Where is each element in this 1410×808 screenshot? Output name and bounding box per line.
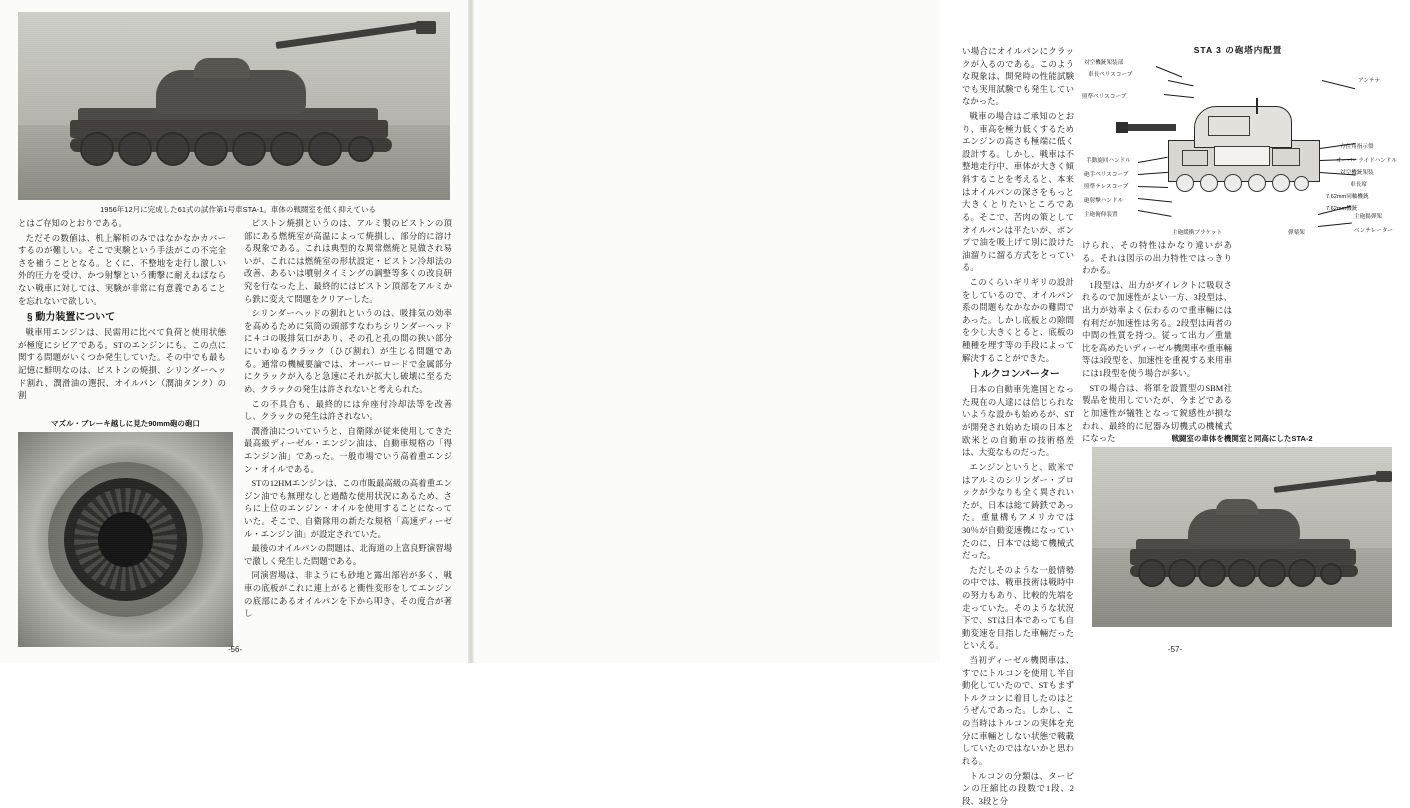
diagram-label-ventilator: ベンチレーター bbox=[1354, 228, 1394, 234]
diagram-label-gunner-periscope: 砲手ペリスコープ bbox=[1084, 172, 1129, 178]
paragraph: 潤滑油についていうと、自衛隊が従来使用してきた最高級ディーゼル・エンジン油は、自動車規格の「得エンジン油」であった。一般市場でいう高着重エンジン・オイルである。 bbox=[244, 426, 452, 474]
diagram-label-mg: 7.62mm機銃 bbox=[1326, 206, 1358, 212]
page-gutter bbox=[468, 0, 474, 663]
diagram-label-aiming-periscope: 照準ペリスコープ bbox=[1082, 94, 1127, 100]
diagram-label-aiming-telescope: 照準テレスコープ bbox=[1084, 184, 1129, 190]
paragraph: 日本の自動車先進国となった現在の人達には信じられないような設かも始めるが、STが開発され始めた頃の日本と欧米との自動車の技術格差は、大変なものだった。 bbox=[962, 385, 1074, 458]
photo-tank-sta2 bbox=[1092, 447, 1392, 627]
paragraph: STの12HMエンジンは、この市販最高級の高着重エンジン油でも無理なしと過酷な使用状況にあるため、さらに上位のエンジン・オイルを使用することになっていた。そこで、自衛隊用の新たな規格「高速ディーゼル・エンジン油」が設定されていた。 bbox=[244, 479, 452, 539]
diagram-label-gun-firing-handle: 砲射撃ハンドル bbox=[1084, 198, 1124, 204]
paragraph: けられ、その特性はかなり違いがある。それは図示の出力特性ではっきりわかる。 bbox=[1082, 241, 1232, 276]
diagram-tank-outline bbox=[1168, 96, 1318, 192]
diagram-label-aa-mg: 対空機銃架装 bbox=[1340, 170, 1374, 176]
paragraph: 戦車用エンジンは、民需用に比べて負荷と使用状態が極度にシビアである。STのエンジンにも、この点に関する問題がいくつか発生していた。その中でも最も記憶に鮮明なのは、ピストンの焼損、シリンダーヘッド割れ、潤滑油の選択、オイルパン（潤油タンク）の割 bbox=[18, 328, 226, 401]
left-column-1 bbox=[18, 218, 226, 418]
paragraph: エンジンというと、欧米ではアルミのシリンダー・ブロックが少なりも全く異されいたが、日本は総て鋳鉄であった。重量構もアメリカでは30％が自動変速機になっていたのに、日本では総て機械式だった。 bbox=[962, 462, 1074, 561]
diagram-label-coaxial-mg: 7.62mm同軸機銃 bbox=[1326, 194, 1369, 200]
diagram-label-commander-periscope: 車長ペリスコープ bbox=[1088, 72, 1133, 78]
diagram-label-manual-traverse-handle: 手動旋回ハンドル bbox=[1086, 158, 1131, 164]
paragraph: この不具合も、最終的には弁座付冷却法等を改善し、クラックの発生は許されない。 bbox=[244, 399, 452, 422]
paragraph: 戦車の場合はご承知のとおり、車高を極力低くするためエンジンの高さも極端に低く設計する。しかし、戦車は不整地走行中、車体が大きく傾斜することを考えると、本来はオイルパンの深さをもっと大きくとりたいところである。そこで、苦肉の策としてオイルパンは平たいが、ポンプで油を吸上げて別に設けた油溜りに溜る方式をとっている。 bbox=[962, 112, 1074, 273]
diagram-turret-layout bbox=[1082, 44, 1397, 236]
diagram-label-ammo-rack: 弾薬架 bbox=[1288, 230, 1305, 236]
paragraph: ただしそのような一般情勢の中では、戦車技術は戦時中の努力もあり、比較的先端を走っていた。そのような状況下で、STは日本であっても自動変速を目指した車輛だったといえる。 bbox=[962, 565, 1074, 651]
section-heading-power-unit: § 動力装置について bbox=[27, 312, 116, 324]
section-heading-torque-converter: トルクコンバーター bbox=[971, 369, 1060, 381]
diagram-label-main-gun-hoist: 主砲揚弾架 bbox=[1354, 214, 1382, 220]
diagram-label-gun-elevation-gear: 主砲俯仰装置 bbox=[1084, 212, 1118, 218]
paragraph: 当初ディーゼル機関車は、すでにトルコンを使用し半自動化していたので、STもまずトルクコンに着目したのはとうぜんであった。しかし、この当時はトルコンの実体を充分に車輛としない状態で戦載していたのではないかと思われる。 bbox=[962, 656, 1074, 766]
paragraph: 1段型は、出力がダイレクトに吸収されるので加速性がよい一方、3段型は、出力が効率よく伝わるので重車輛には有利だが加速性は劣る。2段型は両者の中間の性質を持つ。従って出力／重量比を高めたいディーゼル機関車や重車輛等は3段型を、加速性を重視する来用車には1段型を使う場合が多い。 bbox=[1082, 280, 1232, 379]
paragraph: 最後のオイルパンの問題は、北海道の上富良野演習場で激しく発生した問題である。 bbox=[244, 544, 452, 566]
paragraph: 同演習場は、非ようにも砂地と露出部岩が多く、戦車の底板がこれに連上がると衝性変形をしてエンジンの底部にあるオイルパンを下から叩き、その度合が著し bbox=[244, 571, 452, 619]
paragraph: い場合にオイルパンにクラックが入るのである。このような現象は、開発時の性能試験でも実用試験でも発生していなかった。 bbox=[962, 47, 1074, 107]
diagram-label-aa-mg-mount: 対空機銃架装部 bbox=[1084, 60, 1124, 66]
page-number-left: -56- bbox=[227, 645, 243, 654]
left-column-2 bbox=[244, 218, 452, 646]
photo-tank-sta1 bbox=[18, 12, 450, 200]
paragraph: ピストン焼損というのは、アルミ製のピストンの頂部にある燃焼室が高温によって焼損し、部分的に溶ける現象である。これは典型的な異常燃焼と見做され易いが、これには燃焼室の形状設定・ピストン冷却法の改善、あるいは噴射タイミングの調整等多くの改良研究を行なった上、最終的にはピストン頂部をアルミから鉄に変えて問題をクリアーした。 bbox=[244, 219, 452, 304]
paragraph: とはご存知のとおりである。 bbox=[18, 219, 127, 228]
diagram-label-recoil-bracket: 主砲緩衝ブラケット bbox=[1172, 230, 1223, 236]
right-column-1 bbox=[962, 46, 1074, 806]
diagram-label-commander-seat: 車長席 bbox=[1350, 182, 1367, 188]
right-column-2 bbox=[1082, 240, 1232, 444]
left-page bbox=[0, 0, 470, 663]
diagram-label-azimuth-indicator: 方位角指示盤 bbox=[1340, 144, 1374, 150]
diagram-title: STA 3 の砲塔内配置 bbox=[1193, 45, 1283, 55]
caption-photo-tank-sta2: 戦闘室の車体を機関室と同高にしたSTA-2 bbox=[1171, 434, 1313, 443]
paragraph: ただその数値は、机上解析のみではなかなかカバーするのが難しい。そこで実験という手法がこの不完全さを補うこととなる。とくに、不整地を走行し激しい外的圧力を受け、かつ射撃という衝撃に耐えねばならない戦車に対しては、実験が非常に有意義であることを忘れないで欲しい。 bbox=[18, 233, 226, 306]
paragraph: STの場合は、将軍を設置型のSBM社製品を使用していたが、今まどであると加速性が犠牲となって鋭感性が損なわれ、最終的に尼器み切機式の機械式になった bbox=[1082, 383, 1232, 444]
paragraph: シリンダーヘッドの割れというのは、吸排気の効率を高めるために気筒の頭部すなわちシリンダーヘッドに４コの吸排気口があり、その孔と孔の間の狭い部分にいわゆるクラック（ひび割れ）が生じる問題である。通常の機械要論では、オーバーロードで金属部分にクラックが入ると急速にそれが拡大し破壊に至るため、クラックの発生は許されないと考えられた。 bbox=[244, 309, 452, 394]
paragraph: このくらいギリギリの設計をしているので、オイルパン系の問題もなかなかの難問であった。しかし底板との隙間を少し大きくとると、底板の種種を埋す等の手段によって解決することができた。 bbox=[962, 277, 1074, 363]
photo-gun-muzzle bbox=[18, 432, 233, 647]
caption-photo-muzzle: マズル・ブレーキ越しに見た90mm砲の砲口 bbox=[51, 419, 200, 428]
diagram-label-override-handle: オーバーライドハンドル bbox=[1336, 158, 1397, 164]
diagram-label-antenna: アンテナ bbox=[1358, 78, 1381, 84]
paragraph: トルコンの分類は、タービンの圧縮比の段数で1段、2段、3段と分 bbox=[962, 771, 1074, 806]
page-number-right: -57- bbox=[1167, 645, 1183, 654]
right-page bbox=[470, 0, 1397, 806]
caption-photo-tank-sta1: 1956年12月に完成した61式の試作第1号車STA-1。車体の戦闘室を低く抑えている bbox=[100, 205, 376, 214]
